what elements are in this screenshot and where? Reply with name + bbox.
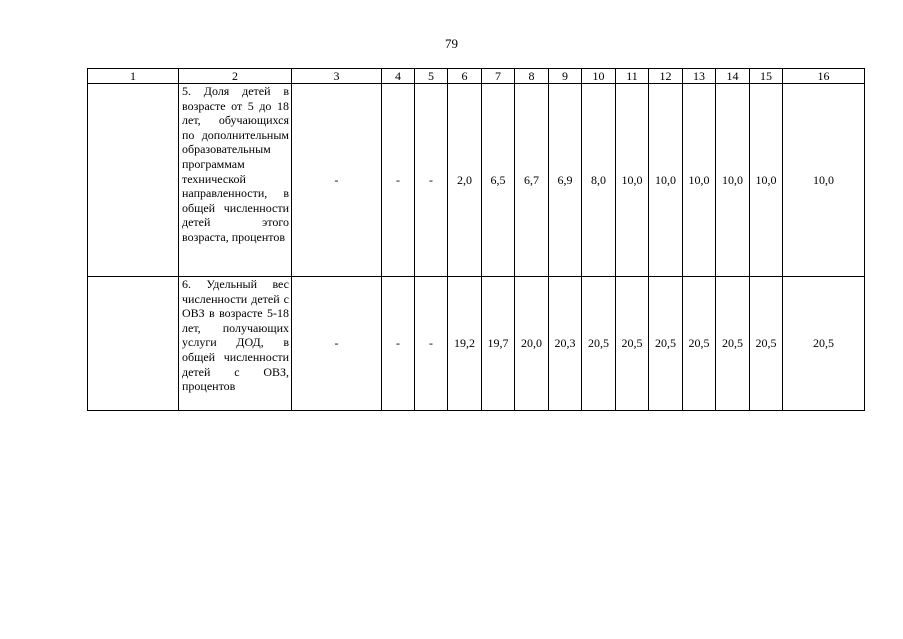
table-row [88, 84, 865, 277]
header-cell: 13 [683, 69, 716, 84]
value-cell: - [292, 84, 382, 277]
header-cell: 10 [582, 69, 616, 84]
value-cell: 10,0 [616, 84, 649, 277]
header-cell: 1 [88, 69, 179, 84]
value-cell: 20,0 [515, 277, 549, 411]
value-cell: - [415, 277, 448, 411]
header-cell: 11 [616, 69, 649, 84]
value-cell: 2,0 [448, 84, 482, 277]
value-cell: - [382, 84, 415, 277]
value-cell: 19,2 [448, 277, 482, 411]
value-cell: 10,0 [649, 84, 683, 277]
value-cell: 20,5 [683, 277, 716, 411]
header-cell: 12 [649, 69, 683, 84]
value-cell: 20,5 [716, 277, 750, 411]
value-cell: 8,0 [582, 84, 616, 277]
header-cell: 2 [179, 69, 292, 84]
header-cell: 4 [382, 69, 415, 84]
header-cell: 16 [783, 69, 865, 84]
header-cell: 8 [515, 69, 549, 84]
value-cell: 20,5 [750, 277, 783, 411]
header-cell: 3 [292, 69, 382, 84]
value-cell: 10,0 [683, 84, 716, 277]
table-row [88, 277, 865, 411]
value-cell: 6,5 [482, 84, 515, 277]
value-cell: 20,5 [783, 277, 865, 411]
value-cell: 20,5 [582, 277, 616, 411]
header-cell: 9 [549, 69, 582, 84]
header-cell: 15 [750, 69, 783, 84]
value-cell: - [415, 84, 448, 277]
value-cell: 20,3 [549, 277, 582, 411]
value-cell: - [382, 277, 415, 411]
value-cell: 19,7 [482, 277, 515, 411]
value-cell: - [292, 277, 382, 411]
value-cell: 10,0 [783, 84, 865, 277]
header-cell: 6 [448, 69, 482, 84]
value-cell: 10,0 [716, 84, 750, 277]
header-cell: 14 [716, 69, 750, 84]
header-cell: 5 [415, 69, 448, 84]
row-number-cell [88, 84, 179, 277]
header-cell: 7 [482, 69, 515, 84]
value-cell: 20,5 [649, 277, 683, 411]
value-cell: 10,0 [750, 84, 783, 277]
header-row [88, 69, 865, 84]
value-cell: 6,9 [549, 84, 582, 277]
page-number: 79 [445, 36, 458, 51]
row-number-cell [88, 277, 179, 411]
indicator-description: 6. Удельный вес численности детей с ОВЗ в возрасте 5-18 лет, получающих услуги ДОД, в общей численности детей с ОВЗ, процентов [179, 277, 292, 411]
value-cell: 6,7 [515, 84, 549, 277]
value-cell: 20,5 [616, 277, 649, 411]
indicator-description: 5. Доля детей в возрасте от 5 до 18 лет, обучающихся по дополнительным образовательным программам технической направленности, в общей численности детей этого возраста, процентов [179, 84, 292, 277]
indicator-table [87, 68, 865, 411]
